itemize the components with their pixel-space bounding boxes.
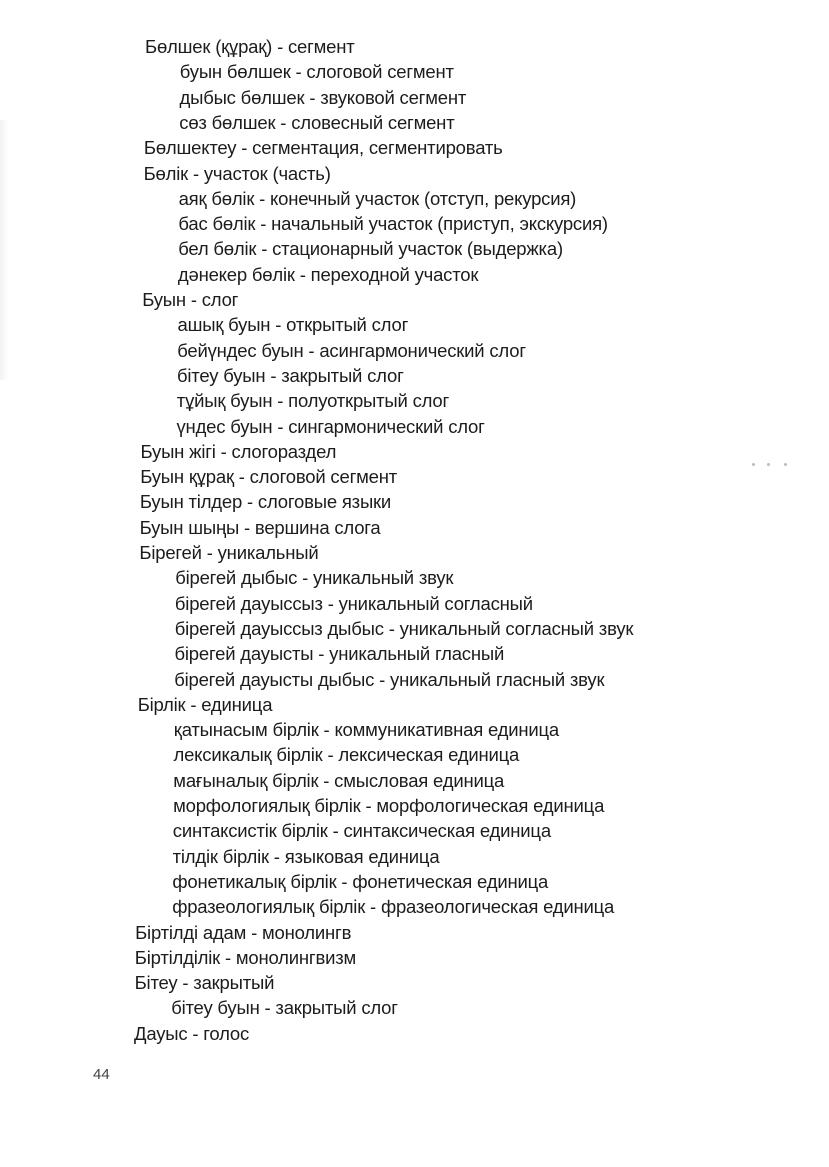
- glossary-subentry: аяқ бөлік - конечный участок (отступ, рекурсия): [178, 187, 577, 209]
- glossary-subentry: бірегей дауыссыз - уникальный согласный: [174, 592, 533, 614]
- glossary-subentry: бітеу буын - закрытый слог: [177, 364, 404, 386]
- glossary-headword: Бірегей - уникальный: [139, 542, 319, 563]
- glossary-subentry: бірегей дауыссыз дыбыс - уникальный согласный звук: [174, 617, 634, 639]
- glossary-subentry: бірегей дауысты - уникальный гласный: [174, 643, 505, 665]
- glossary-subentry: бірегей дыбыс - уникальный звук: [175, 567, 454, 589]
- glossary-subentry: дәнекер бөлік - переходной участок: [177, 263, 479, 285]
- glossary-headword: Буын жігі - слогораздел: [140, 440, 337, 462]
- glossary-headword: Біртілді адам - монолингв: [135, 921, 352, 943]
- glossary-subentry: үндес буын - сингармонический слог: [176, 415, 485, 437]
- glossary-subentry: бел бөлік - стационарный участок (выдержка): [178, 238, 563, 260]
- glossary-headword: Бөлшек (құрақ) - сегмент: [145, 36, 355, 57]
- scan-speck: [752, 463, 755, 466]
- glossary-subentry: морфологиялық бірлік - морфологическая единица: [173, 795, 605, 816]
- glossary-subentry: тілдік бірлік - языковая единица: [172, 845, 440, 867]
- glossary-subentry: дыбыс бөлшек - звуковой сегмент: [179, 86, 467, 108]
- glossary-headword: Бөлік - участок (часть): [143, 162, 331, 184]
- glossary-subentry: буын бөлшек - слоговой сегмент: [179, 61, 454, 83]
- glossary-subentry: сөз бөлшек - словесный сегмент: [179, 111, 455, 133]
- glossary-subentry: лексикалық бірлік - лексическая единица: [173, 744, 520, 766]
- page-number: 44: [93, 1066, 110, 1083]
- glossary-headword: Буын тілдер - слоговые языки: [139, 491, 392, 513]
- glossary-subentry: фонетикалық бірлік - фонетическая единица: [172, 870, 549, 892]
- glossary-headword: Бөлшектеу - сегментация, сегментировать: [143, 137, 503, 159]
- glossary-subentry: бірегей дауысты дыбыс - уникальный гласный звук: [174, 668, 605, 690]
- glossary-headword: Буын шыңы - вершина слога: [139, 516, 381, 538]
- glossary-subentry: бас бөлік - начальный участок (приступ, экскурсия): [178, 213, 608, 235]
- glossary-subentry: фразеологиялық бірлік - фразеологическая единица: [172, 896, 615, 918]
- scan-speck: [784, 463, 787, 466]
- glossary-headword: Буын - слог: [142, 289, 239, 310]
- glossary-subentry: тұйық буын - полуоткрытый слог: [176, 390, 450, 412]
- glossary-headword: Біртілділік - монолингвизм: [134, 946, 357, 968]
- glossary-headword: Дауыс - голос: [134, 1022, 250, 1044]
- glossary-headword: Бірлік - единица: [137, 693, 273, 715]
- glossary-headword: Буын құрақ - слоговой сегмент: [140, 466, 398, 488]
- glossary-subentry: ашық буын - открытый слог: [177, 314, 409, 336]
- glossary-subentry: мағыналық бірлік - смысловая единица: [173, 769, 505, 791]
- glossary-subentry: бейүндес буын - асингармонический слог: [177, 339, 526, 361]
- glossary-headword: Бітеу - закрытый: [134, 972, 275, 994]
- scan-speck: [767, 463, 770, 466]
- page-edge-shadow: [0, 120, 8, 380]
- glossary-subentry: қатынасым бірлік - коммуникативная единица: [173, 719, 560, 741]
- glossary-subentry: синтаксистік бірлік - синтаксическая единица: [172, 820, 551, 842]
- glossary-subentry: бітеу буын - закрытый слог: [171, 997, 398, 1019]
